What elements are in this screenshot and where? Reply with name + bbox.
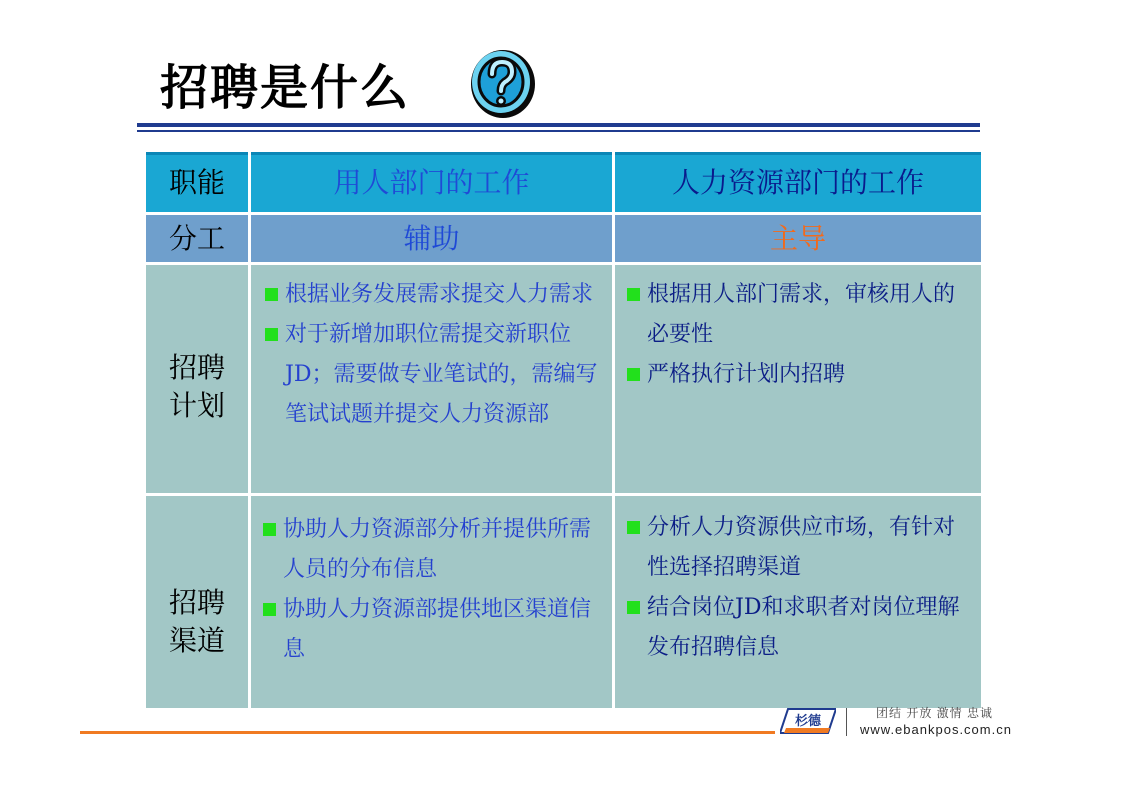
header-cell-function (146, 152, 248, 212)
list-item: 协助人力资源部提供地区渠道信息 (261, 590, 604, 670)
footer-slogan: 团结 开放 激情 忠诚 (876, 706, 994, 720)
list-item: 协助人力资源部分析并提供所需人员的分布信息 (261, 510, 604, 590)
svg-text:杉德: 杉德 (794, 714, 822, 729)
row-plan-label-line2: 计划 (168, 389, 225, 422)
page-title: 招聘是什么 (160, 60, 411, 116)
footer-separator (846, 708, 847, 736)
list-item: 对于新增加职位需提交新职位JD；需要做专业笔试的，需编写笔试试题并提交人力资源部 (263, 315, 604, 435)
row-channel-label-cell (146, 496, 248, 708)
division-cell-label (146, 215, 248, 262)
company-logo (780, 707, 836, 735)
division-label: 分工 (168, 222, 225, 255)
row-plan-hr-cell (615, 265, 981, 493)
footer-orange-line (80, 731, 775, 734)
list-item: 根据用人部门需求，审核用人的必要性 (625, 275, 971, 355)
row-plan-dept-cell (251, 265, 612, 493)
row-channel-dept-cell (251, 496, 612, 708)
list-item: 分析人力资源供应市场，有针对性选择招聘渠道 (625, 508, 971, 588)
row-channel-label-line1: 招聘 (168, 586, 225, 619)
row-plan-label-line1: 招聘 (168, 351, 225, 384)
header-cell-hr (615, 152, 981, 212)
header-cell-dept (251, 152, 612, 212)
title-rule-thin (137, 130, 980, 132)
division-hr-value: 主导 (769, 222, 826, 255)
header-hr-label: 人力资源部门的工作 (671, 166, 924, 199)
row-channel-hr-cell (615, 496, 981, 708)
list-item: 严格执行计划内招聘 (625, 355, 971, 395)
row-plan-label-cell (146, 265, 248, 493)
question-icon (468, 46, 536, 122)
division-dept-value: 辅助 (403, 222, 460, 255)
footer-url: www.ebankpos.com.cn (860, 722, 1012, 737)
header-dept-label: 用人部门的工作 (333, 166, 530, 199)
header-function-label: 职能 (168, 166, 225, 199)
division-cell-hr (615, 215, 981, 262)
division-cell-dept (251, 215, 612, 262)
row-channel-label-line2: 渠道 (168, 624, 225, 657)
list-item: 根据业务发展需求提交人力需求 (263, 275, 604, 315)
list-item: 结合岗位JD和求职者对岗位理解发布招聘信息 (625, 588, 971, 668)
title-rule-thick (137, 123, 980, 127)
